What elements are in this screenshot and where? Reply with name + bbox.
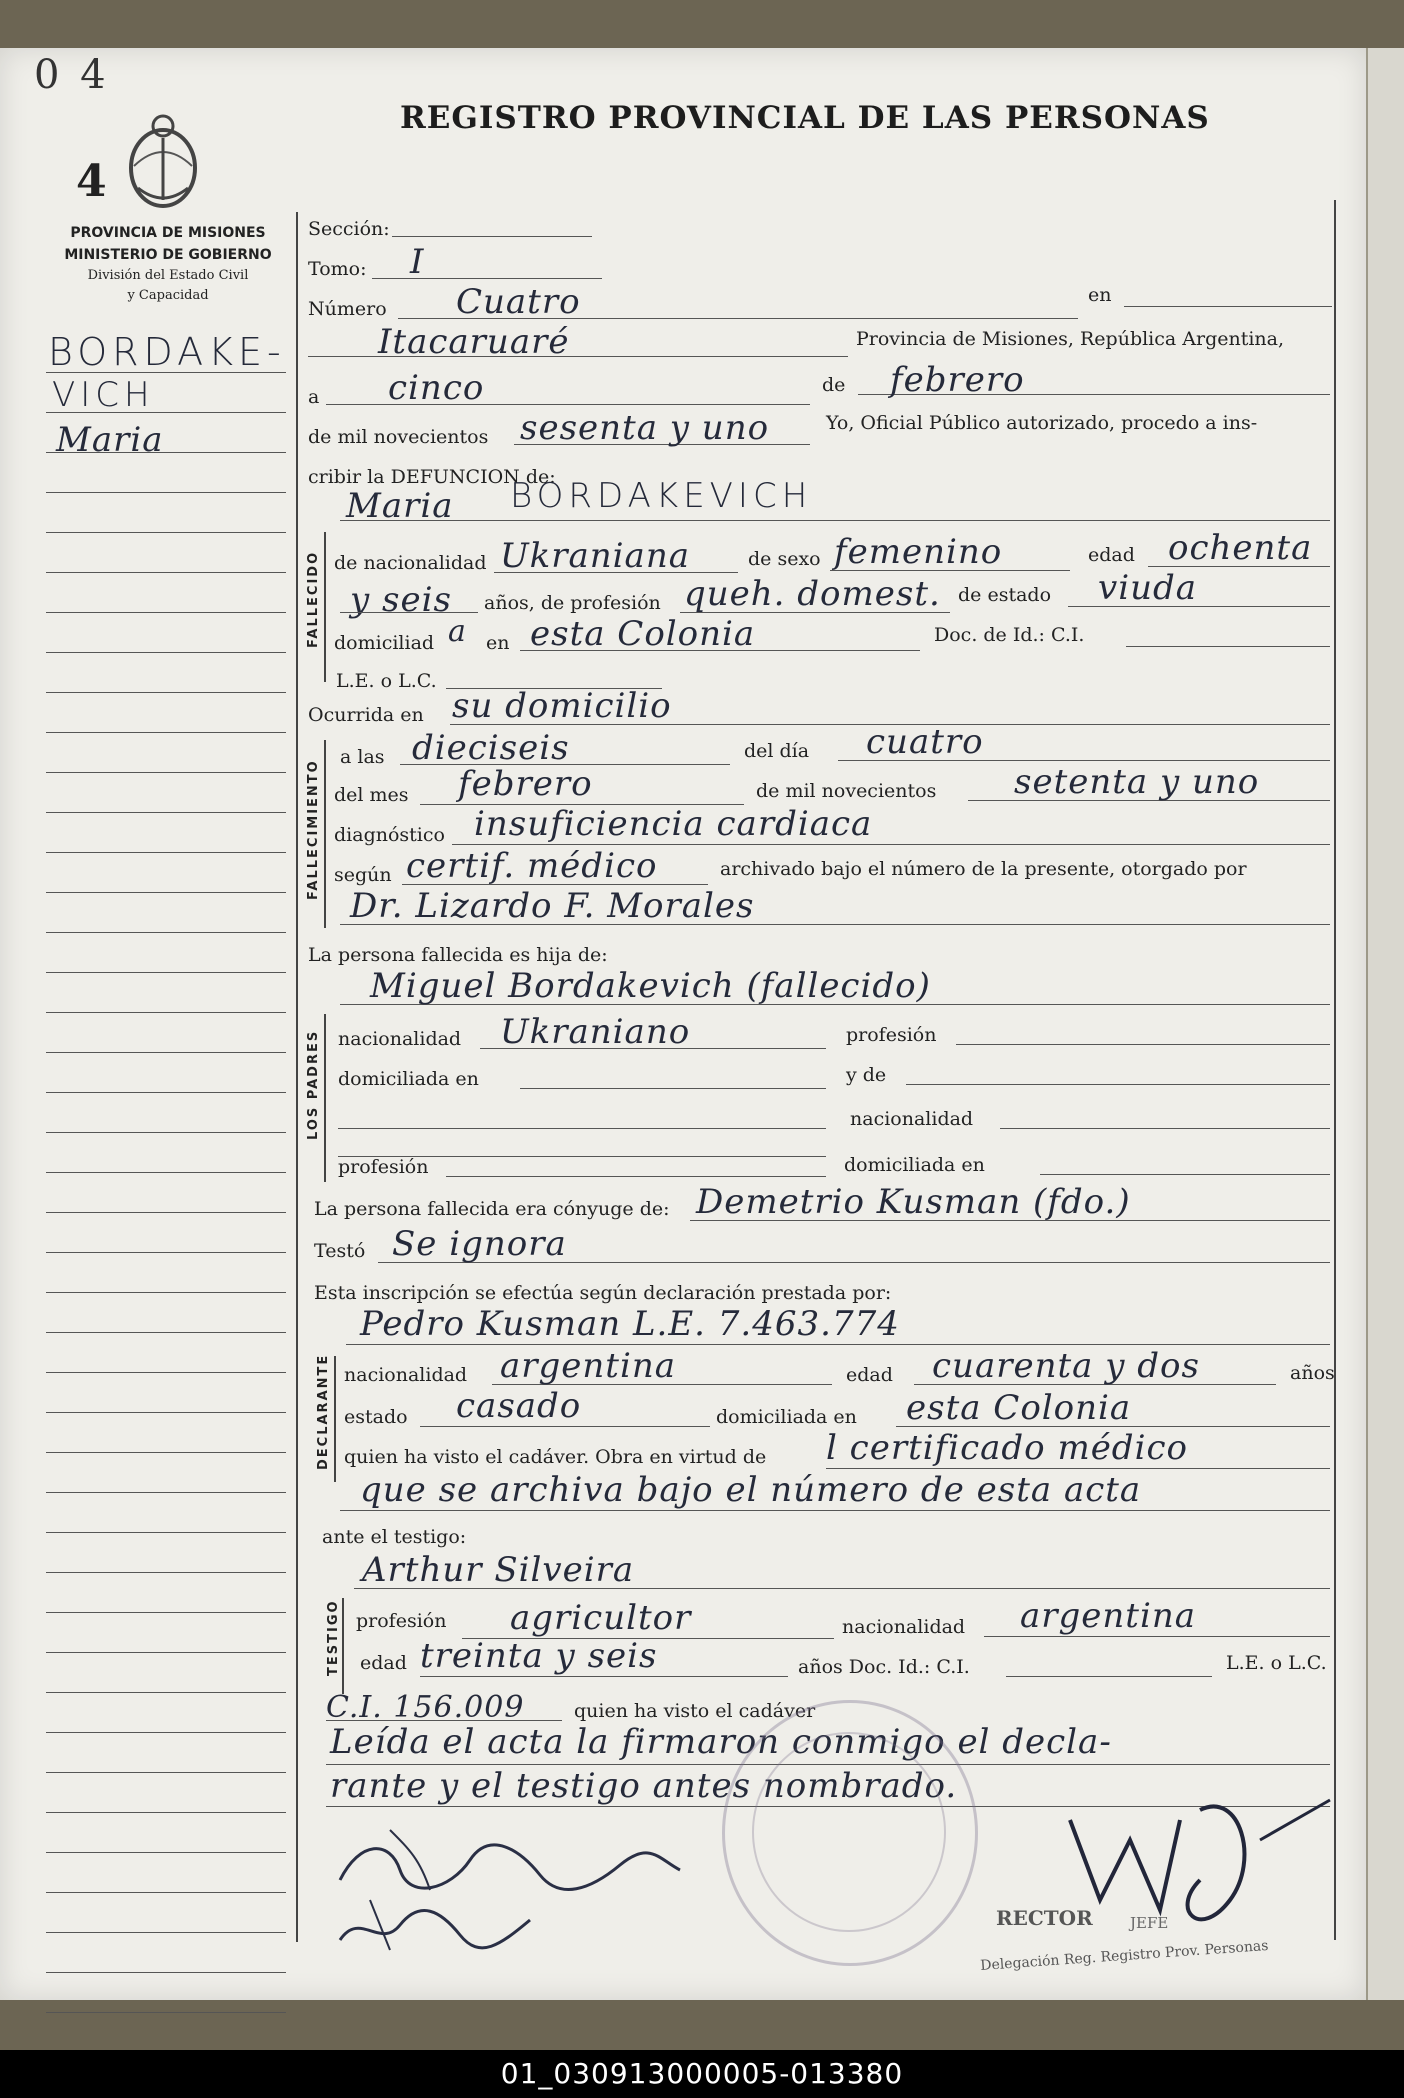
section-declarante: DECLARANTE (316, 1353, 331, 1470)
margin-line (46, 972, 286, 973)
coat-of-arms-icon (122, 108, 204, 214)
margin-line (46, 1732, 286, 1733)
testigo-edad-line (420, 1676, 788, 1677)
testigo-edad-value: treinta y seis (420, 1636, 658, 1676)
padres-bracket (324, 1014, 326, 1182)
margin-line (46, 652, 286, 653)
testigo-nacionalidad-label: nacionalidad (842, 1616, 966, 1638)
a-label: a (308, 386, 320, 408)
page-title: REGISTRO PROVINCIAL DE LAS PERSONAS (400, 100, 1210, 136)
padre-nacionalidad-label: nacionalidad (338, 1028, 462, 1050)
margin-line (46, 692, 286, 693)
edad-cont-line (340, 612, 478, 613)
testigo-ci-line (1006, 1676, 1212, 1677)
margin-line (46, 532, 286, 533)
padre-profesion-line (956, 1044, 1330, 1045)
diagnostico-value: insuficiencia cardiaca (474, 804, 873, 844)
padre-nacionalidad-value: Ukraniano (500, 1012, 691, 1052)
margin-line (46, 492, 286, 493)
margin-line (46, 1812, 286, 1813)
margin-surname: BORDAKE- (48, 330, 286, 374)
sexo-label: de sexo (748, 548, 821, 570)
declarante-estado-value: casado (456, 1386, 582, 1426)
issuing-authority (38, 222, 298, 306)
edad-label: edad (1088, 544, 1135, 566)
nacionalidad-label: de nacionalidad (334, 552, 487, 574)
yo-label: Yo, Oficial Público autorizado, procedo a ins- (826, 412, 1258, 434)
testigo-ci-value: C.I. 156.009 (326, 1690, 525, 1725)
declarant-signature (330, 1820, 690, 1900)
de-label: de (822, 374, 846, 396)
margin-line (46, 1772, 286, 1773)
declarante-edad-value: cuarenta y dos (932, 1346, 1200, 1386)
virtud-line (826, 1468, 1330, 1469)
declarante-value: Pedro Kusman L.E. 7.463.774 (360, 1304, 900, 1344)
margin-line (46, 2012, 286, 2013)
image-id-footer: 01_030913000005-013380 (0, 2050, 1404, 2098)
stamp-rector: RECTOR (996, 1906, 1093, 1930)
margin-line (46, 1172, 286, 1173)
section-fallecido: FALLECIDO (306, 550, 321, 648)
tomo-value: I (410, 242, 425, 282)
division-label-2: y Capacidad (127, 288, 209, 303)
edad-cont-value: y seis (350, 580, 452, 620)
conyuge-value: Demetrio Kusman (fdo.) (696, 1182, 1131, 1222)
witness-signature (330, 1890, 560, 1960)
testigo-ci-2-line (326, 1720, 562, 1721)
ante-testigo-label: ante el testigo: (322, 1526, 467, 1548)
page-number: 4 (76, 156, 107, 207)
seccion-line (392, 236, 592, 237)
margin-line (46, 1692, 286, 1693)
quien-ha-visto-2-label: quien ha visto el cadáver (574, 1700, 816, 1722)
declarante-estado-line (420, 1426, 710, 1427)
testo-label: Testó (314, 1240, 366, 1262)
hora-value: dieciseis (412, 728, 570, 768)
provincia-label: Provincia de Misiones, República Argentina, (856, 328, 1285, 350)
archivo-line (340, 1510, 1330, 1511)
nombre-line (340, 520, 1330, 521)
padre-profesion-2-line (446, 1176, 826, 1177)
domiciliad-suffix: a (448, 614, 467, 649)
profesion-value: queh. domest. (684, 574, 941, 614)
margin-line (46, 1932, 286, 1933)
anio-value: sesenta y uno (520, 408, 770, 448)
declarante-domicilio-label: domiciliada en (716, 1406, 857, 1428)
edad-value: ochenta (1168, 528, 1313, 568)
le-lc-label: L.E. o L.C. (336, 670, 437, 692)
margin-line (46, 612, 286, 613)
archivo-value: que se archiva bajo el número de esta acta (360, 1470, 1142, 1510)
margin-line (46, 892, 286, 893)
margin-line (46, 812, 286, 813)
declarante-edad-label: edad (846, 1364, 893, 1386)
margin-line (46, 1372, 286, 1373)
estado-label: de estado (958, 584, 1052, 606)
top-number: 0 4 (34, 52, 110, 98)
nombre-surname-value: BORDAKEVICH (510, 476, 813, 516)
anos-profesion-label: años, de profesión (484, 592, 661, 614)
margin-given-name: Maria (56, 420, 164, 460)
madre-nacionalidad-line (1000, 1128, 1330, 1129)
ministry-label: MINISTERIO DE GOBIERNO (64, 247, 272, 263)
margin-line (46, 1452, 286, 1453)
padre-domicilio-line (520, 1088, 826, 1089)
declarante-nacionalidad-value: argentina (500, 1346, 677, 1386)
margin-line (46, 1012, 286, 1013)
margin-line (46, 1292, 286, 1293)
anio-muerte-value: setenta y uno (1014, 762, 1260, 802)
hija-de-label: La persona fallecida es hija de: (308, 944, 608, 966)
madre-domicilio-line (1040, 1174, 1330, 1175)
margin-line (46, 1612, 286, 1613)
official-seal-inner (752, 1732, 946, 1932)
margin-line (46, 1892, 286, 1893)
domicilio-value: esta Colonia (530, 614, 756, 654)
en-label: en (1088, 284, 1112, 306)
testigo-value: Arthur Silveira (362, 1550, 635, 1590)
lugar-value: Itacaruaré (378, 322, 570, 362)
de-mil-2-label: de mil novecientos (756, 780, 937, 802)
margin-line (46, 1092, 286, 1093)
dia-value: cinco (388, 368, 485, 408)
quien-ha-visto-label: quien ha visto el cadáver. Obra en virtud de (344, 1446, 767, 1468)
segun-value: certif. médico (406, 846, 658, 886)
testigo-profesion-label: profesión (356, 1610, 447, 1632)
officer-signature (1060, 1780, 1340, 1930)
margin-line (46, 1212, 286, 1213)
fallecido-bracket (324, 532, 326, 682)
margin-line (46, 1972, 286, 1973)
dia-muerte-value: cuatro (866, 722, 984, 762)
margin-line (46, 772, 286, 773)
margin-line (46, 1492, 286, 1493)
testigo-nacionalidad-value: argentina (1020, 1596, 1197, 1636)
del-mes-label: del mes (334, 784, 409, 806)
margin-line (46, 572, 286, 573)
margin-surname-cont: VICH (52, 375, 155, 415)
province-label: PROVINCIA DE MISIONES (70, 225, 266, 241)
declarante-bracket (334, 1356, 336, 1482)
nacionalidad-value: Ukraniana (500, 536, 690, 576)
margin-line (46, 732, 286, 733)
division-label: División del Estado Civil (87, 268, 249, 283)
margin-line (46, 1572, 286, 1573)
margin-line (46, 1532, 286, 1533)
cribir-label: cribir la DEFUNCION de: (308, 466, 556, 488)
padre-value: Miguel Bordakevich (fallecido) (370, 966, 931, 1006)
declarante-estado-label: estado (344, 1406, 408, 1428)
seccion-label: Sección: (308, 218, 390, 240)
medico-value: Dr. Lizardo F. Morales (350, 886, 755, 926)
cierre-2-value: rante y el testigo antes nombrado. (330, 1766, 958, 1806)
del-dia-label: del día (744, 740, 810, 762)
tomo-line (372, 278, 602, 279)
declaracion-label: Esta inscripción se efectúa según declaración prestada por: (314, 1282, 892, 1304)
declarante-domicilio-value: esta Colonia (906, 1388, 1132, 1428)
nombre-given-value: Maria (346, 486, 454, 526)
margin-line (46, 1052, 286, 1053)
margin-line (46, 1412, 286, 1413)
margin-line (46, 1652, 286, 1653)
numero-value: Cuatro (456, 282, 581, 322)
sexo-value: femenino (834, 532, 1003, 572)
doc-id-line (1126, 646, 1330, 647)
archivado-label: archivado bajo el número de la presente, otorgado por (720, 858, 1247, 880)
virtud-value: l certificado médico (826, 1428, 1188, 1468)
stamp-jefe: JEFE (1130, 1914, 1169, 1932)
margin-line (46, 1132, 286, 1133)
domicilio-en-label: en (486, 632, 510, 654)
margin-line (46, 1852, 286, 1853)
section-los-padres: LOS PADRES (306, 1029, 321, 1140)
margin-line (46, 1252, 286, 1253)
testigo-nacionalidad-line (984, 1636, 1330, 1637)
mes-value: febrero (890, 360, 1025, 400)
anos-label: años (1290, 1362, 1335, 1384)
a-las-label: a las (340, 746, 385, 768)
padre-profesion-label: profesión (846, 1024, 937, 1046)
margin-line (46, 932, 286, 933)
margin-line (46, 852, 286, 853)
margin-line (46, 1332, 286, 1333)
madre-nacionalidad-label: nacionalidad (850, 1108, 974, 1130)
fallecimiento-bracket (324, 740, 326, 928)
declarante-line (346, 1344, 1330, 1345)
form-left-border (296, 212, 298, 1942)
doc-id-label: Doc. de Id.: C.I. (934, 624, 1085, 646)
padre-profesion-2-label: profesión (338, 1156, 429, 1178)
ocurrida-label: Ocurrida en (308, 704, 424, 726)
padre-domicilio-label: domiciliada en (338, 1068, 479, 1090)
numero-label: Número (308, 298, 387, 320)
testigo-bracket (342, 1598, 344, 1694)
domiciliad-label: domiciliad (334, 632, 435, 654)
declarante-nacionalidad-label: nacionalidad (344, 1364, 468, 1386)
form-right-border (1334, 200, 1336, 1940)
section-testigo: TESTIGO (326, 1599, 341, 1676)
tomo-label: Tomo: (308, 258, 367, 280)
section-fallecimiento: FALLECIMIENTO (306, 759, 321, 900)
diagnostico-label: diagnóstico (334, 824, 445, 846)
madre-domicilio-label: domiciliada en (844, 1154, 985, 1176)
de-mil-label: de mil novecientos (308, 426, 489, 448)
le-o-lc-label: L.E. o L.C. (1226, 1652, 1327, 1674)
anos-doc-label: años Doc. Id.: C.I. (798, 1656, 970, 1678)
madre-line (906, 1084, 1330, 1085)
segun-label: según (334, 864, 392, 886)
testigo-edad-label: edad (360, 1652, 407, 1674)
en-line (1124, 306, 1332, 307)
ocurrida-value: su domicilio (452, 686, 672, 726)
padre-extra-line (338, 1128, 826, 1129)
mes-muerte-value: febrero (458, 764, 593, 804)
diagnostico-line (452, 844, 1330, 845)
y-de-label: y de (846, 1064, 887, 1086)
testigo-profesion-value: agricultor (510, 1598, 692, 1638)
estado-value: viuda (1098, 568, 1198, 608)
cierre-1-value: Leída el acta la firmaron conmigo el decla- (330, 1722, 1112, 1762)
testo-value: Se ignora (392, 1224, 567, 1264)
next-page-edge (1366, 48, 1404, 2000)
conyuge-label: La persona fallecida era cónyuge de: (314, 1198, 670, 1220)
stamp-delegacion: Delegación Reg. Registro Prov. Personas (979, 1937, 1269, 1975)
